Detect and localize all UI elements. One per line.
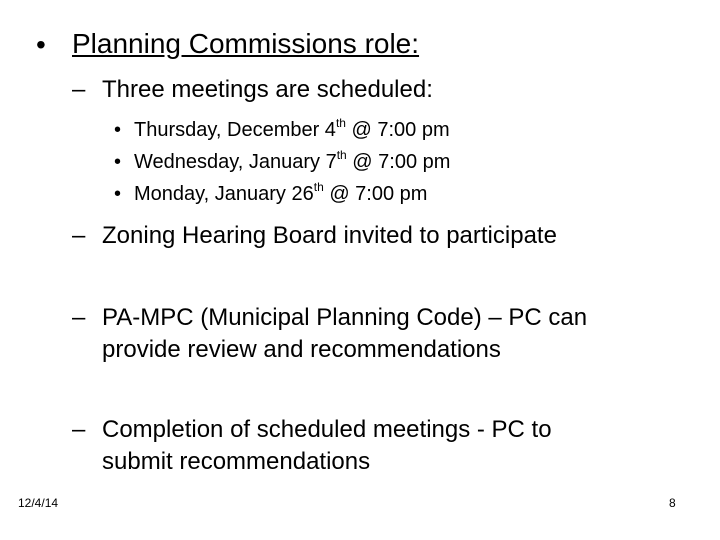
heading-bullet: • (36, 29, 46, 60)
heading-text: Planning Commissions role: (72, 28, 420, 59)
meeting-time: @ 7:00 pm (323, 183, 428, 205)
meeting-text (134, 116, 450, 141)
meeting-time: @ 7:00 pm (346, 151, 451, 173)
sub-bullet: • (114, 151, 122, 173)
meeting-date: Thursday, December 4 (134, 119, 336, 141)
footer-date: 12/4/14 (18, 496, 59, 510)
dash-marker: – (72, 76, 86, 103)
meeting-date: Wednesday, January 7 (134, 151, 337, 173)
ordinal-suffix: th (335, 116, 346, 130)
item-text-line-1: PA-MPC (Municipal Planning Code) – PC can (102, 304, 588, 331)
dash-marker: – (72, 222, 86, 249)
ordinal-suffix: th (313, 180, 324, 194)
item-text-line-2: submit recommendations (102, 448, 371, 475)
dash-marker: – (72, 416, 86, 443)
item-text: Zoning Hearing Board invited to participate (102, 222, 557, 249)
ordinal-suffix: th (336, 148, 347, 162)
sub-bullet: • (114, 183, 122, 205)
meeting-text (134, 180, 428, 205)
meeting-time: @ 7:00 pm (345, 119, 450, 141)
page-number: 8 (669, 496, 676, 510)
item-text-line-1: Completion of scheduled meetings - PC to (102, 416, 552, 443)
meeting-text (134, 148, 451, 173)
item-text: Three meetings are scheduled: (102, 76, 433, 103)
item-text-line-2: provide review and recommendations (102, 336, 501, 363)
dash-marker: – (72, 304, 86, 331)
sub-bullet: • (114, 119, 122, 141)
meeting-date: Monday, January 26 (134, 183, 314, 205)
